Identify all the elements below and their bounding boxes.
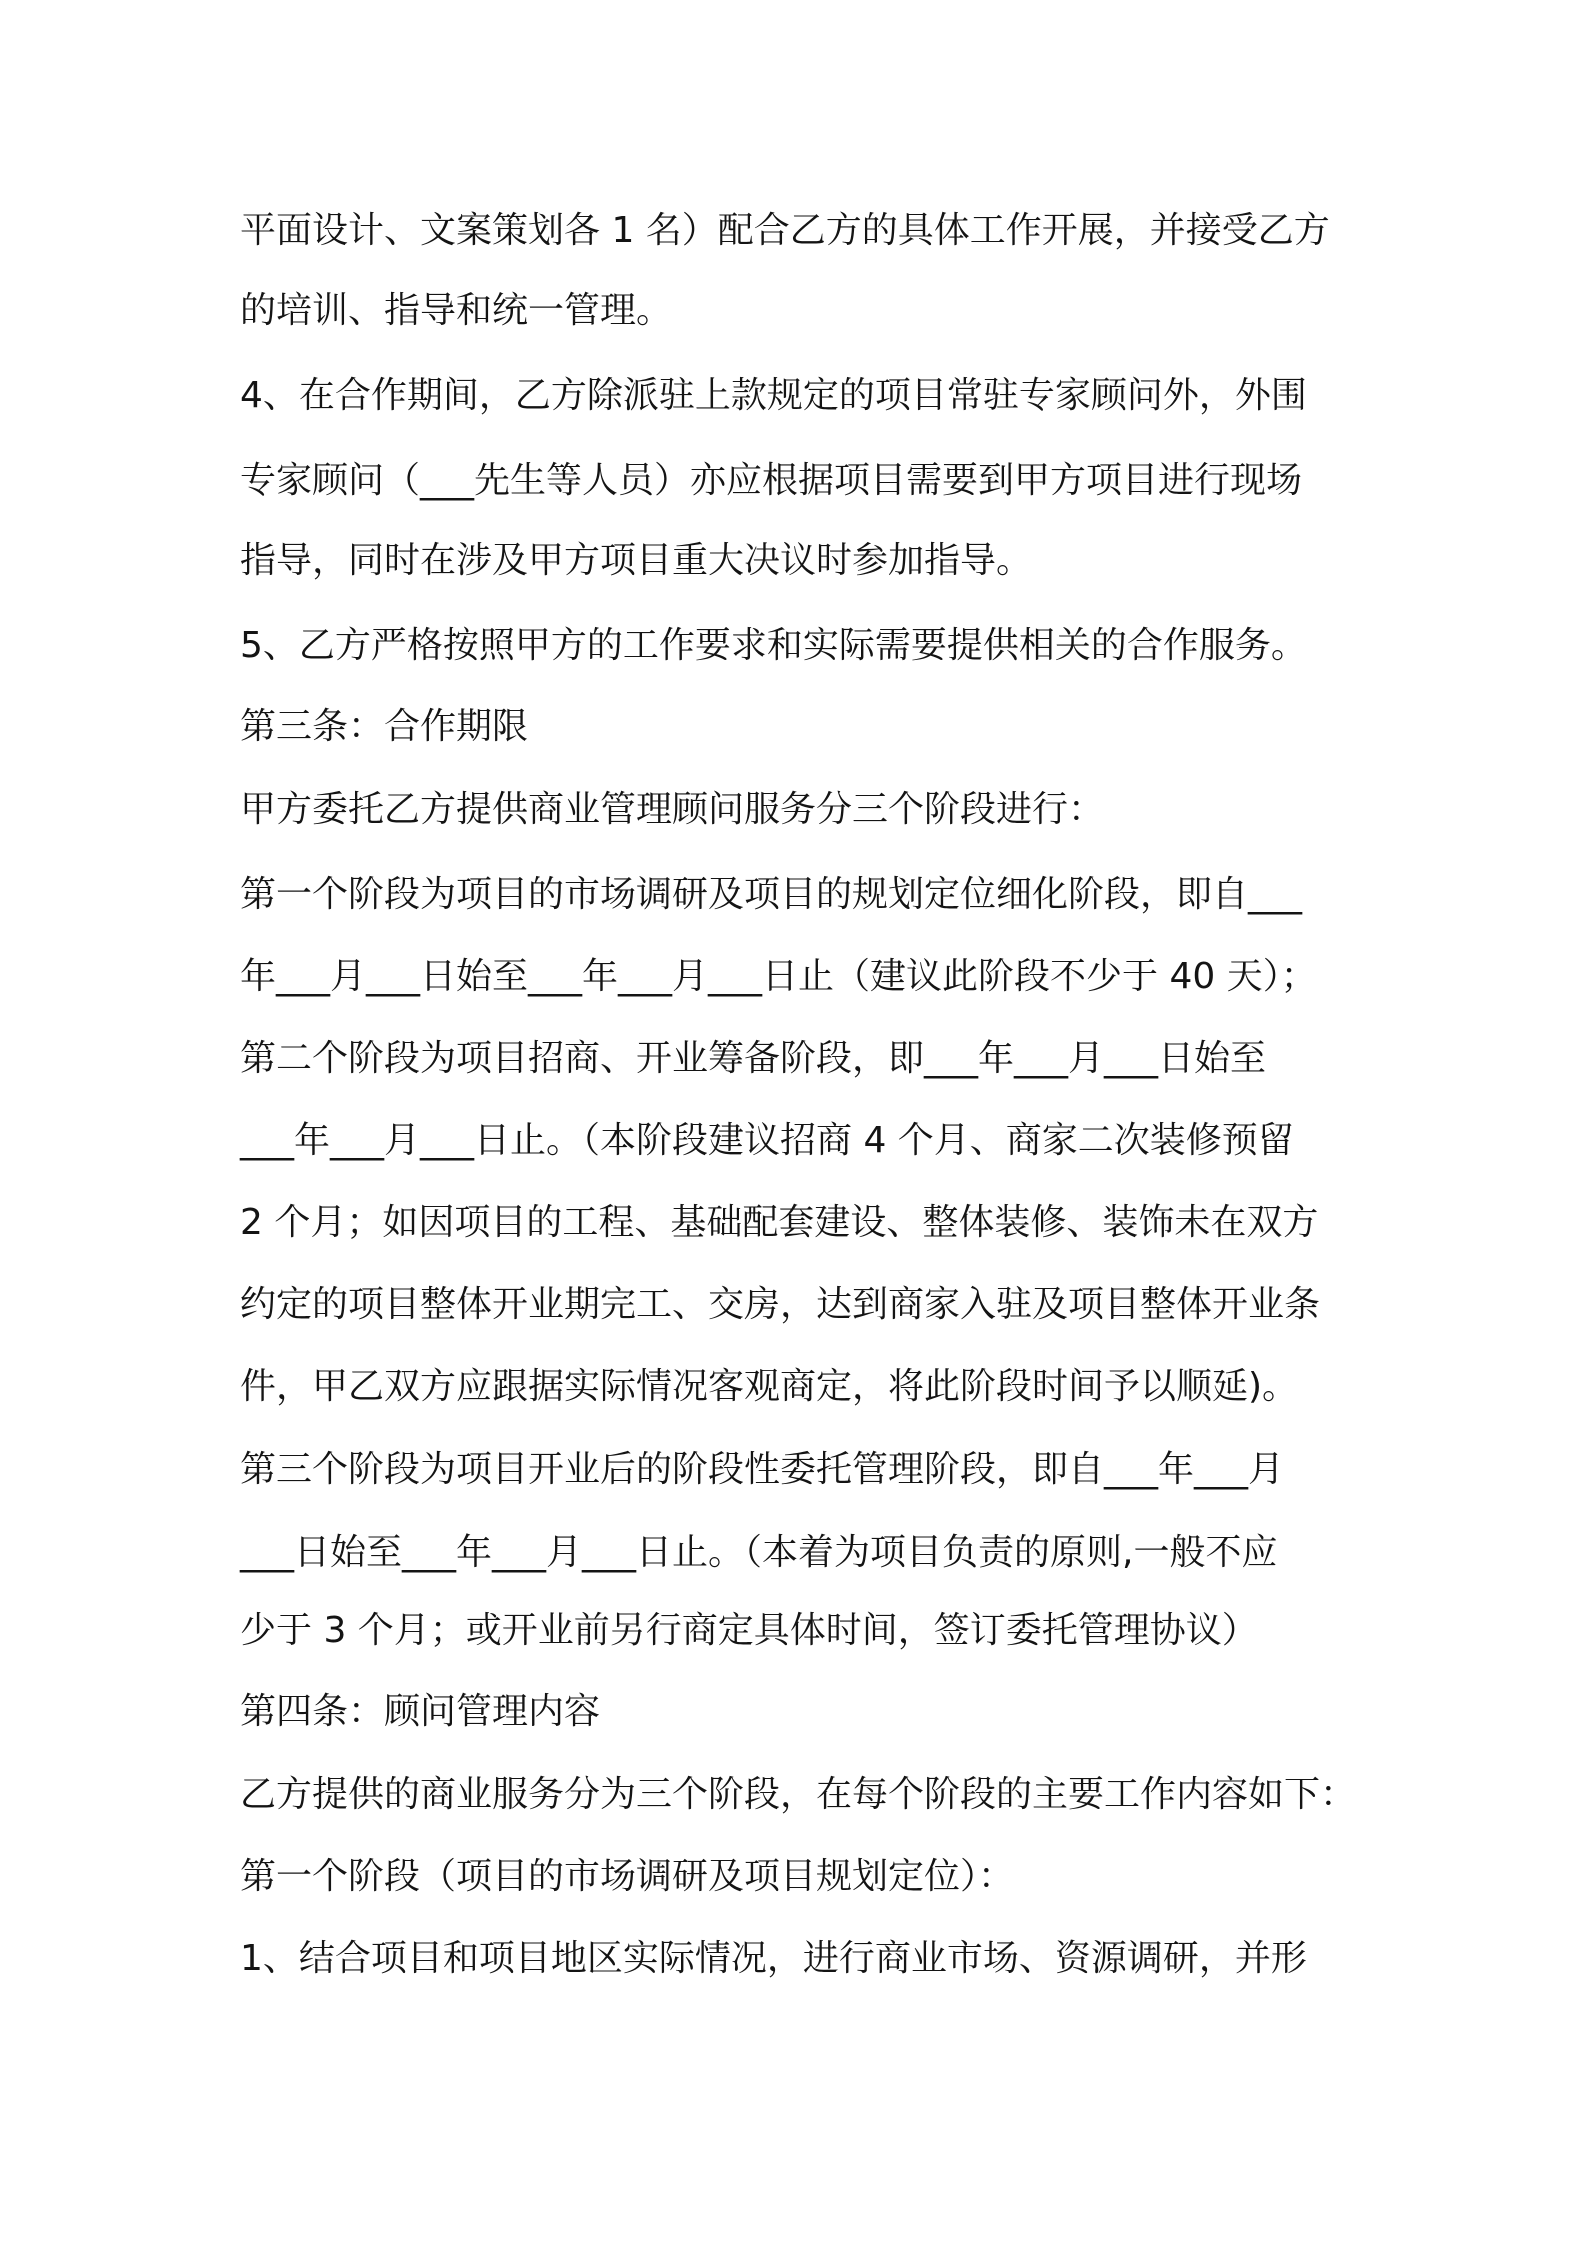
paragraph-line: 2 个月；如因项目的工程、基础配套建设、整体装修、装饰未在双方 — [240, 1202, 1319, 1243]
paragraph-line: 第二个阶段为项目招商、开业筹备阶段，即___年___月___日始至 — [240, 1038, 1267, 1079]
paragraph-line: 少于 3 个月；或开业前另行商定具体时间，签订委托管理协议） — [240, 1610, 1258, 1651]
paragraph-line: 件，甲乙双方应跟据实际情况客观商定，将此阶段时间予以顺延)。 — [240, 1366, 1299, 1407]
paragraph-line: 专家顾问（___先生等人员）亦应根据项目需要到甲方项目进行现场 — [240, 460, 1303, 501]
paragraph-line: 的培训、指导和统一管理。 — [240, 290, 673, 331]
paragraph-line: 乙方提供的商业服务分为三个阶段，在每个阶段的主要工作内容如下： — [240, 1774, 1357, 1815]
paragraph-line: 甲方委托乙方提供商业管理顾问服务分三个阶段进行： — [240, 789, 1105, 830]
paragraph-line: 第三个阶段为项目开业后的阶段性委托管理阶段，即自___年___月 — [240, 1449, 1285, 1490]
paragraph-line: 第一个阶段（项目的市场调研及项目规划定位）： — [240, 1856, 1015, 1897]
paragraph-line: 指导，同时在涉及甲方项目重大决议时参加指导。 — [240, 540, 1033, 581]
paragraph-line: 约定的项目整体开业期完工、交房，达到商家入驻及项目整体开业条 — [240, 1284, 1321, 1325]
paragraph-line: 年___月___日始至___年___月___日止（建议此阶段不少于 40 天）； — [240, 956, 1317, 997]
section-heading: 第三条：合作期限 — [240, 706, 529, 747]
paragraph-line: 1、结合项目和项目地区实际情况，进行商业市场、资源调研，并形 — [240, 1938, 1307, 1979]
paragraph-line: 4、在合作期间，乙方除派驻上款规定的项目常驻专家顾问外，外围 — [240, 375, 1307, 416]
paragraph-line: 5、乙方严格按照甲方的工作要求和实际需要提供相关的合作服务。 — [240, 625, 1307, 666]
paragraph-line: ___年___月___日止。（本阶段建议招商 4 个月、商家二次装修预留 — [240, 1120, 1294, 1161]
paragraph-line: 第一个阶段为项目的市场调研及项目的规划定位细化阶段，即自___ — [240, 874, 1303, 915]
paragraph-line: 平面设计、文案策划各 1 名）配合乙方的具体工作开展，并接受乙方 — [240, 210, 1330, 251]
section-heading: 第四条：顾问管理内容 — [240, 1691, 601, 1732]
paragraph-line: ___日始至___年___月___日止。（本着为项目负责的原则,一般不应 — [240, 1532, 1278, 1573]
